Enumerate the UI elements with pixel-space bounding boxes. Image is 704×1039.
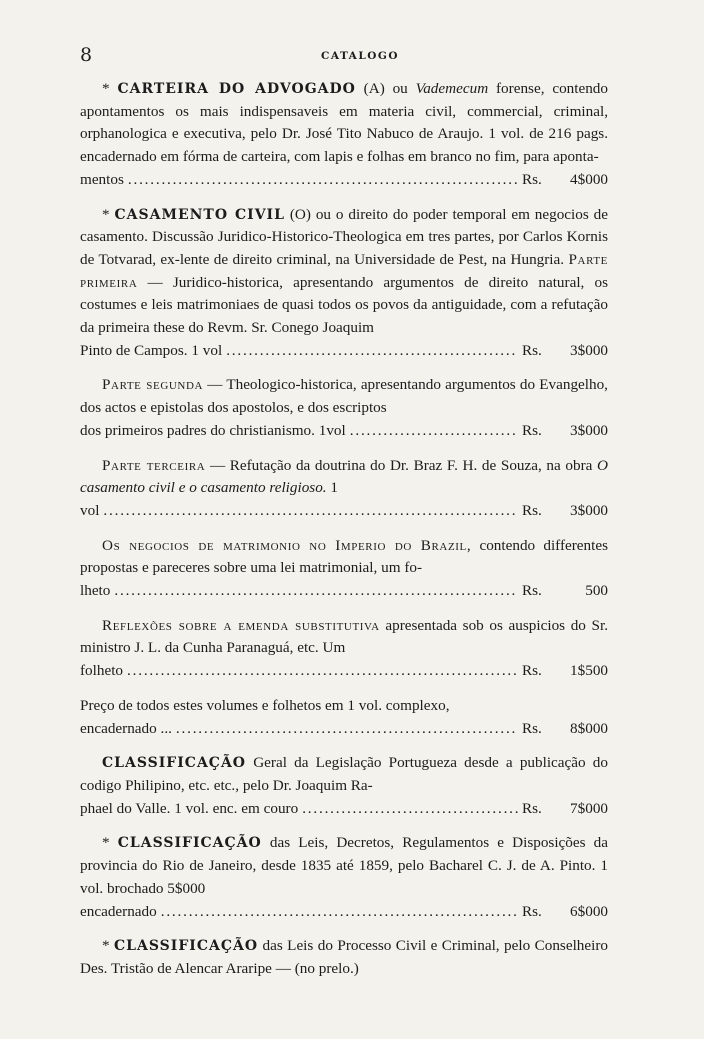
asterisk-mark: * [102,937,110,955]
entry-text [80,78,608,169]
leader-text: vol [80,501,100,519]
price-line [80,420,608,443]
price-line [80,340,608,363]
dot-leader [161,901,518,924]
currency-label: Rs. [522,170,542,188]
entry-text-fragment: — Refutação da doutrina do Dr. Braz F. H. de Souza, na obra [205,456,598,474]
entry-text-fragment: — Theologico-historica, apresentando argumentos do Evangelho, dos actos e epistolas dos apostolos, e dos escriptos [80,376,608,417]
price-line [80,660,608,683]
entry-text-fragment: contendo differentes propostas e pareceres sobre uma lei matrimonial, um fo- [80,536,609,577]
entry-text-fragment: Preço de todos estes volumes e folhetos em 1 vol. complexo, [80,696,450,714]
price-line [80,901,608,924]
currency-label: Rs. [522,501,542,519]
currency-label: Rs. [522,421,542,439]
entry-text [80,615,608,660]
catalog-entry [80,695,608,740]
entry-text-fragment: (A) ou [355,80,416,97]
page-header [80,44,640,68]
dot-leader [127,660,518,683]
catalog-entry [80,374,608,442]
catalog-entry [80,455,608,523]
entry-text-fragment: das Leis, Decretos, Regulamentos e Disposições da provincia do Rio de Janeiro, desde 1835 até 1859, pelo Bacharel C. J. de A. Pinto. 1 vol. brochado 5$000 [80,834,609,897]
dot-leader [176,718,518,741]
entry-text-fragment: Geral da Legislação Portugueza desde a publicação do codigo Philipino, etc. etc., pelo Dr. Joaquim Ra- [80,754,608,794]
dot-leader [103,500,518,523]
catalog-entry [80,832,608,923]
price [522,798,608,821]
entry-title: CASAMENTO CIVIL [114,206,285,223]
price-line [80,798,608,821]
entry-text [80,695,608,718]
part-label: Parte segunda [102,376,204,394]
leader-text: dos primeiros padres do christianismo. 1vol [80,421,346,439]
page-number: 8 [80,44,93,66]
currency-label: Rs. [522,902,542,920]
leader-text: encadernado [80,902,157,920]
entry-italic: Vademecum [415,80,489,97]
entry-italic: O casamento civil e o casamento religioso. [80,456,608,497]
dot-leader [114,580,518,603]
entry-title: CARTEIRA DO ADVOGADO [117,81,356,97]
leader-text: Pinto de Campos. 1 vol [80,341,223,359]
dot-leader [350,420,518,443]
catalog-body [80,78,608,993]
price-value: 6$000 [570,902,608,920]
price [522,901,608,924]
entry-text-fragment: 1 [326,479,338,497]
currency-label: Rs. [522,662,542,680]
asterisk-mark: * [102,834,110,852]
entry-text-fragment: — Juridico-historica, apresentando argumentos de direito natural, os costumes e leis matrimoniaes de quasi todos os povos da antiguidade, com a refutação da primeira these do Revm. Sr. Conego Joaquim [80,273,608,337]
price-value: 3$000 [570,421,608,439]
price-line [80,500,608,523]
price [522,718,608,741]
leader-text: lheto [80,582,111,600]
part-label: Parte primeira [80,250,608,291]
entry-title: CLASSIFICAÇÃO [102,755,247,772]
entry-text [80,374,608,419]
entry-text [80,935,608,980]
entry-text [80,455,608,500]
entry-text-fragment: forense, contendo apontamentos os mais indispensaveis em materia civil, commercial, criminal, orphanologica e executiva, pelo Dr. José Tito Nabuco de Araujo. 1 vol. de 216 pags. encadernado em fórma de carteira, com lapis e folhas em branco no fim, para aponta- [80,80,608,166]
entry-text-fragment: das Leis do Processo Civil e Criminal, pelo Conselheiro Des. Tristão de Alencar Araripe — (no prelo.) [80,937,609,977]
price-value: 1$500 [570,662,608,680]
asterisk-mark: * [102,80,110,97]
price [522,169,608,192]
price-line [80,718,608,741]
entry-text [80,204,608,340]
price-value: 7$000 [570,799,608,817]
price [522,500,608,523]
currency-label: Rs. [522,582,542,600]
entry-title: CLASSIFICAÇÃO [114,938,259,955]
price-value: 3$000 [570,501,608,519]
catalog-entry [80,752,608,820]
part-label: Parte terceira [102,456,206,474]
entry-text-fragment: apresentada sob os auspicios do Sr. ministro J. L. da Cunha Paranaguá, etc. Um [80,616,608,657]
price-value: 3$000 [570,341,608,359]
price-value: 4$000 [570,170,608,188]
asterisk-mark: * [102,205,110,223]
catalog-entry [80,78,608,192]
dot-leader [226,340,518,363]
price-value: 500 [585,582,608,600]
leader-text: encadernado ... [80,719,172,737]
dot-leader [302,798,518,821]
price-line [80,580,608,603]
catalog-entry [80,535,608,603]
price [522,580,608,603]
entry-text [80,535,608,580]
price-line [80,169,608,192]
dot-leader [128,169,518,192]
entry-smallcaps-title: Os negocios de matrimonio no Imperio do Brazil, [102,536,472,554]
catalog-entry [80,204,608,363]
price [522,660,608,683]
price [522,340,608,363]
entry-text [80,832,608,900]
catalog-entry [80,935,608,980]
entry-text-fragment: (O) ou o direito do poder temporal em negocios de casamento. Discussão Juridico-Historico-Theologica em tres partes, por Carlos Kornis de Totvarad, ex-lente de direito criminal, na Universidade de Pest, na Hungria. [80,205,608,268]
price-value: 8$000 [570,719,608,737]
entry-title: CLASSIFICAÇÃO [117,835,262,852]
currency-label: Rs. [522,799,542,817]
leader-text: folheto [80,662,124,680]
entry-text [80,752,608,797]
currency-label: Rs. [522,719,542,737]
entry-smallcaps-title: Reflexões sobre a emenda substitutiva [102,616,380,634]
leader-text: mentos [80,170,124,188]
price [522,420,608,443]
currency-label: Rs. [522,341,542,359]
leader-text: phael do Valle. 1 vol. enc. em couro [80,799,299,817]
running-head: CATALOGO [321,50,399,62]
catalog-entry [80,615,608,683]
